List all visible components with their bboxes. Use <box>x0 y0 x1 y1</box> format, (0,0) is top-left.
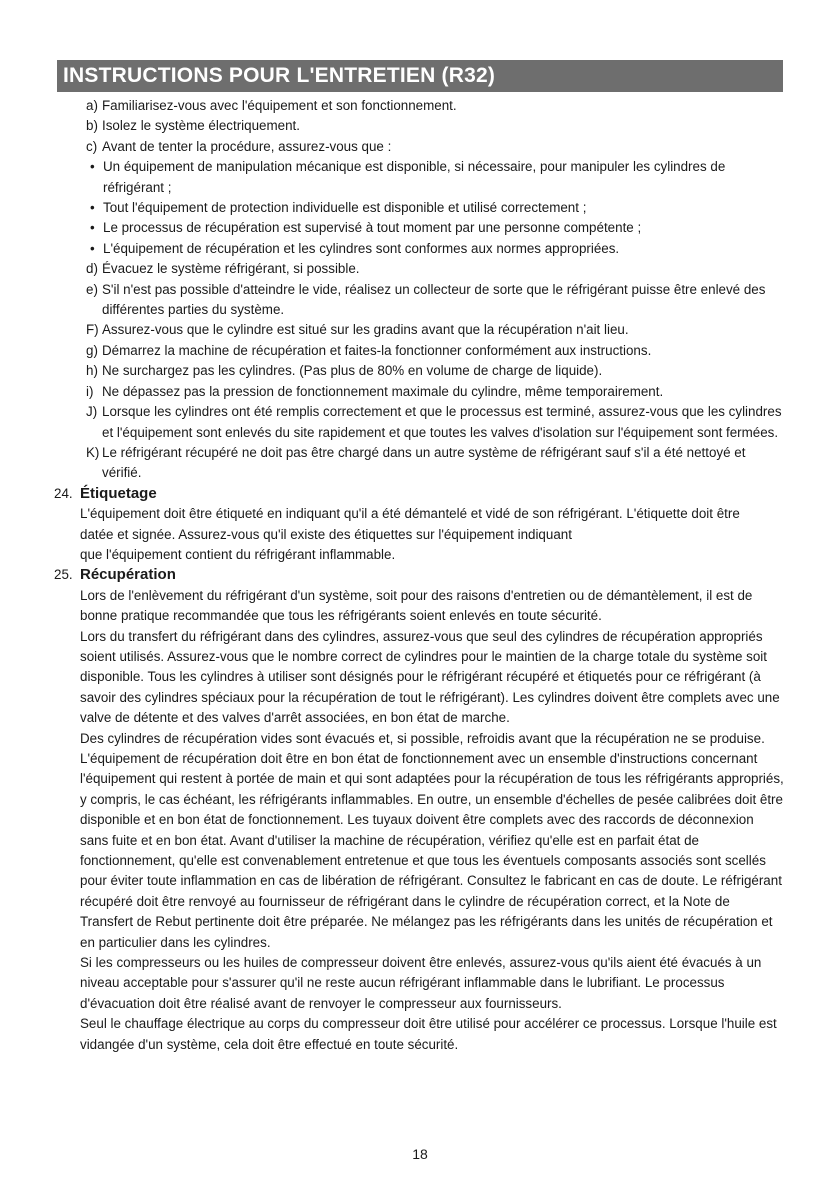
list-item <box>54 280 784 321</box>
item-label: b) <box>86 118 98 134</box>
paragraph: que l'équipement contient du réfrigérant inflammable. <box>80 546 396 562</box>
paragraph: Lors de l'enlèvement du réfrigérant d'un système, soit pour des raisons d'entretien ou de démantèlement, il est de bonne pratique recommandée que tous les réfrigérants soient enlevés en toute sécurité. <box>80 587 753 624</box>
bullet-text: Le processus de récupération est supervisé à tout moment par une personne compétente ; <box>103 220 642 236</box>
bullet-item <box>54 239 784 259</box>
section-title: Étiquetage <box>80 484 157 502</box>
item-text: Familiarisez-vous avec l'équipement et son fonctionnement. <box>102 98 457 113</box>
item-text: Assurez-vous que le cylindre est situé sur les gradins avant que la récupération n'ait lieu. <box>102 322 629 338</box>
list-item <box>54 320 784 340</box>
paragraph: datée et signée. Assurez-vous qu'il existe des étiquettes sur l'équipement indiquant <box>80 526 572 542</box>
section-title: Récupération <box>80 566 176 584</box>
item-label: K) <box>86 444 100 460</box>
paragraph: Si les compresseurs ou les huiles de compresseur doivent être enlevés, assurez-vous qu'ils aient été évacués à un niveau acceptable pour s'assurer qu'il ne reste aucun réfrigérant inflammable dans le lubrifiant. Le processus d'évacuation doit être réalisé avant de renvoyer le compresseur aux fournisseurs. <box>80 955 762 1011</box>
item-text: Ne dépassez pas la pression de fonctionnement maximale du cylindre, même temporairement. <box>102 383 664 399</box>
item-text: Le réfrigérant récupéré ne doit pas être chargé dans un autre système de réfrigérant sauf s'il a été nettoyé et vérifié. <box>102 444 746 481</box>
bullet-icon: • <box>90 220 95 236</box>
item-text: Isolez le système électriquement. <box>102 118 300 134</box>
list-item <box>54 402 784 443</box>
item-label: F) <box>86 322 99 338</box>
bullet-text: L'équipement de récupération et les cylindres sont conformes aux normes appropriées. <box>103 240 620 256</box>
item-text: S'il n'est pas possible d'atteindre le vide, réalisez un collecteur de sorte que le réfrigérant puisse être enlevé des différentes parties du système. <box>102 281 766 318</box>
list-item <box>54 96 784 116</box>
list-item <box>54 382 784 402</box>
item-text: Lorsque les cylindres ont été remplis correctement et que le processus est terminé, assurez-vous que les cylindres et l'équipement sont enlevés du site rapidement et que toutes les valves d'isolation sur l'équipement sont fermées. <box>102 404 782 440</box>
item-label: g) <box>86 342 98 358</box>
paragraph: Lors du transfert du réfrigérant dans des cylindres, assurez-vous que seul des cylindres de récupération appropriés soient utilisés. Assurez-vous que le nombre correct de cylindres pour le maintien de la charge totale du système soit disponible. Tous les cylindres à utiliser sont désignés pour le réfrigérant récupéré et étiquetés pour ce réfrigérant (à savoir des cylindres spéciaux pour la récupération de tout le réfrigérant). Les cylindres doivent être complets avec une valve de détente et des valves d'arrêt associées, en bon état de marche. <box>80 628 780 726</box>
item-text: Démarrez la machine de récupération et faites-la fonctionner conformément aux instructions. <box>102 342 652 358</box>
bullet-item <box>54 218 784 238</box>
item-label: i) <box>86 383 94 399</box>
bullet-text: Un équipement de manipulation mécanique est disponible, si nécessaire, pour manipuler les cylindres de réfrigérant ; <box>103 159 726 195</box>
item-label: c) <box>86 138 98 154</box>
paragraph: Des cylindres de récupération vides sont évacués et, si possible, refroidis avant que la récupération ne se produise. <box>80 730 765 746</box>
item-label: e) <box>86 281 98 297</box>
list-item <box>54 443 784 484</box>
list-item <box>54 361 784 381</box>
list-item <box>54 341 784 361</box>
section-number: 25. <box>54 567 73 583</box>
paragraph: L'équipement doit être étiqueté en indiquant qu'il a été démantelé et vidé de son réfrigérant. L'étiquette doit être <box>80 506 740 522</box>
list-item <box>54 116 784 136</box>
item-label: d) <box>86 261 98 277</box>
item-text: Évacuez le système réfrigérant, si possible. <box>102 261 360 277</box>
list-item <box>54 259 784 279</box>
item-label: h) <box>86 363 98 379</box>
bullet-item <box>54 157 784 198</box>
section-banner: INSTRUCTIONS POUR L'ENTRETIEN (R32) <box>57 60 783 92</box>
item-label: a) <box>86 98 98 113</box>
bullet-text: Tout l'équipement de protection individuelle est disponible et utilisé correctement ; <box>103 200 587 216</box>
page-body <box>54 96 784 1055</box>
bullet-icon: • <box>90 159 95 175</box>
paragraph: L'équipement de récupération doit être en bon état de fonctionnement avec un ensemble d'instructions concernant l'équipement qui restent à portée de main et qui sont adaptées pour la récupération de tous les réfrigérants appropriés, y compris, le cas échéant, les réfrigérants inflammables. En outre, un ensemble d'échelles de pesée calibrées doit être disponible et en bon état de fonctionnement. Les tuyaux doivent être complets avec des raccords de déconnexion sans fuite et en bon état. Avant d'utiliser la machine de récupération, vérifiez qu'elle est en parfait état de fonctionnement, qu'elle est convenablement entretenue et que tous les éventuels composants associés sont scellés pour éviter toute inflammation en cas de libération de réfrigérant. Consultez le fabricant en cas de doute. Le réfrigérant récupéré doit être renvoyé au fournisseur de réfrigérant dans le cylindre de récupération correct, et la Note de Transfert de Rebut pertinente doit être préparée. Ne mélangez pas les réfrigérants dans les unités de récupération et en particulier dans les cylindres. <box>80 751 784 950</box>
item-text: Ne surchargez pas les cylindres. (Pas plus de 80% en volume de charge de liquide). <box>102 363 603 379</box>
section-number: 24. <box>54 485 73 501</box>
section-heading-labeling <box>54 484 784 504</box>
item-label: J) <box>86 404 98 420</box>
list-item <box>54 137 784 157</box>
bullet-item <box>54 198 784 218</box>
item-text: Avant de tenter la procédure, assurez-vous que : <box>102 138 392 154</box>
paragraph: Seul le chauffage électrique au corps du compresseur doit être utilisé pour accélérer ce processus. Lorsque l'huile est vidangée d'un système, cela doit être effectué en toute sécurité. <box>80 1016 777 1052</box>
section-heading-recovery <box>54 565 784 585</box>
bullet-icon: • <box>90 200 95 216</box>
page-number: 18 <box>412 1146 428 1162</box>
bullet-icon: • <box>90 240 95 256</box>
